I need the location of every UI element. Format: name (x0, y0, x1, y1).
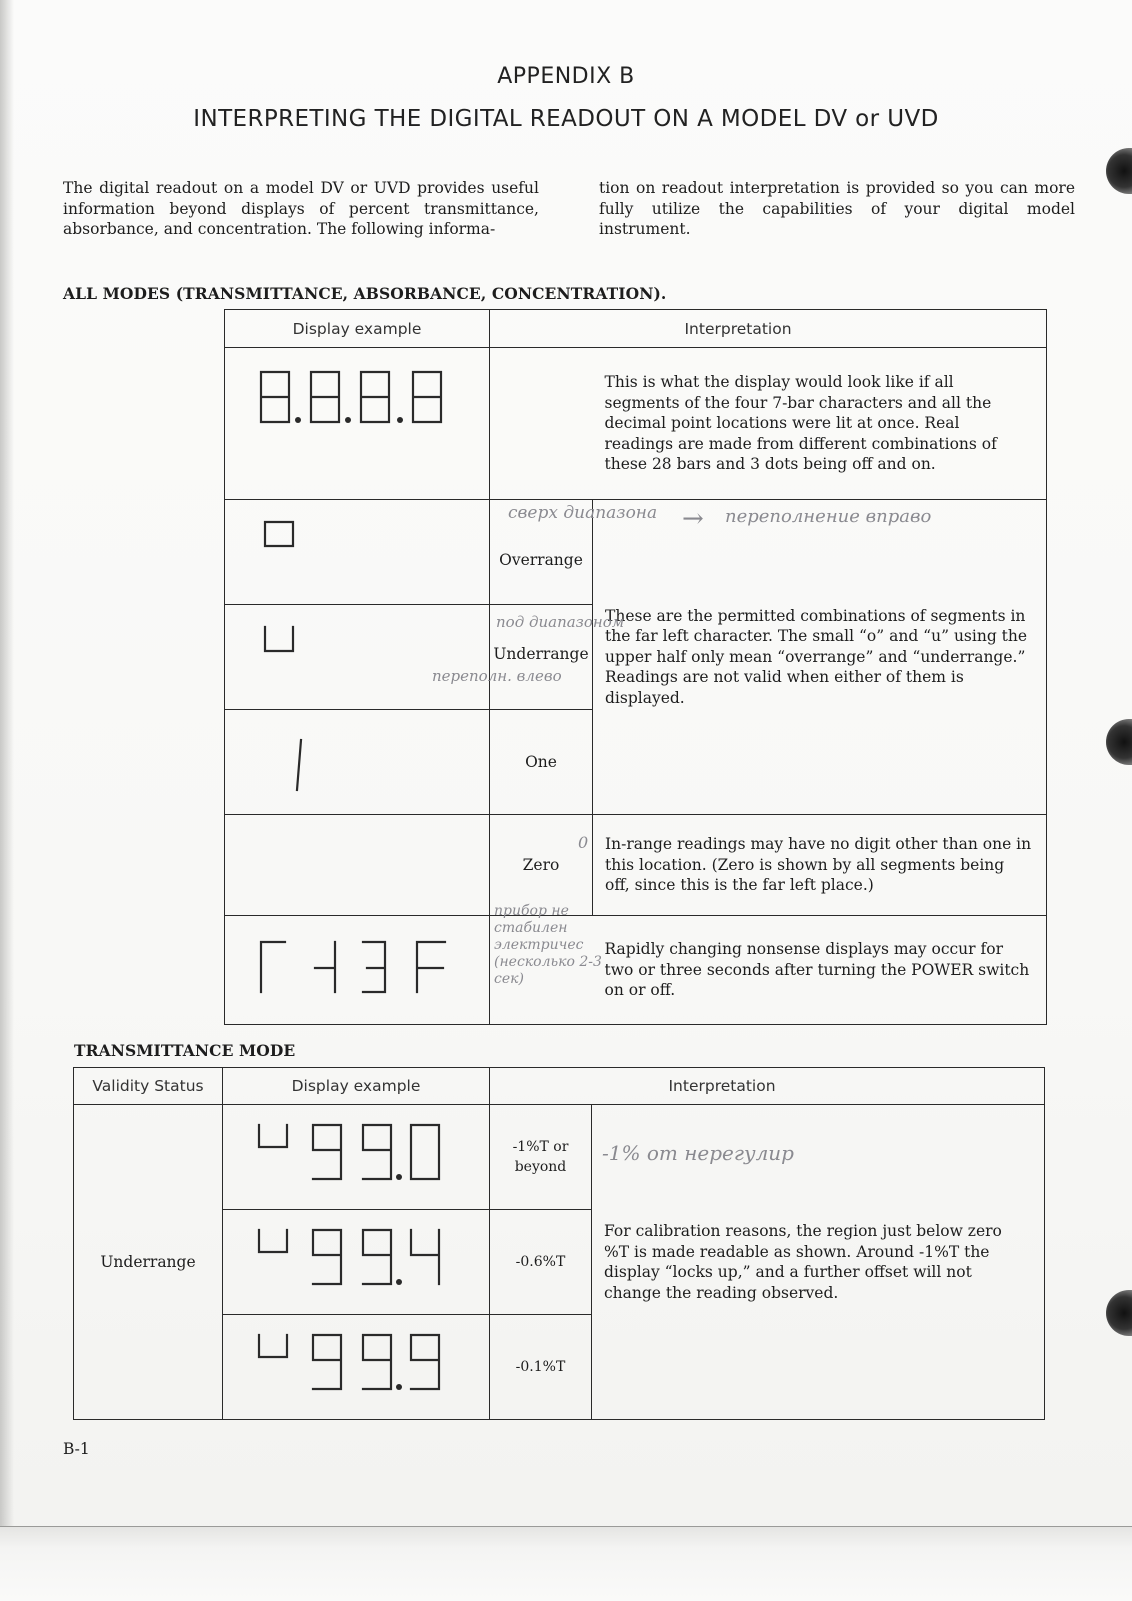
interpretation-cell: This is what the display would look like if all segments of the four 7-bar characters and all the decimal point locations were lit at once. Real readings are made from different combinations of these 28 bars and 3 dots being off and on. (593, 348, 1047, 500)
label-overrange: Overrange (490, 500, 593, 605)
segment-display-u99-0 (223, 1105, 490, 1205)
display-example-cell (225, 916, 490, 1025)
display-example-cell-blank (225, 815, 490, 916)
reading-label: -0.1%T (490, 1315, 592, 1420)
handwritten-note: переполн. влево (432, 667, 562, 685)
column-header-interpretation: Interpretation (490, 1068, 1045, 1105)
interpretation-cell-group: These are the permitted combinations of segments in the far left character. The small “o” and “u” using the upper half only mean “overrange” and “underrange.” Readings are not valid when either of them is displayed. (593, 500, 1047, 815)
display-example-cell (225, 500, 490, 605)
page-title: APPENDIX B (497, 64, 635, 89)
column-header-interpretation: Interpretation (490, 310, 1047, 348)
handwritten-note: сверх диапазона (508, 503, 658, 523)
segment-display-one (225, 710, 490, 810)
table-row (225, 348, 1047, 500)
intro-left-column: The digital readout on a model DV or UVD provides useful information beyond displays of percent transmittance, absorbance, and concentration. The following informa- (63, 179, 539, 238)
label-underrange: Underrange (490, 605, 593, 710)
binder-hole (1106, 148, 1132, 194)
transmittance-mode-table (73, 1067, 1045, 1420)
reading-label: -0.6%T (490, 1210, 592, 1315)
display-example-cell (225, 710, 490, 815)
segment-display-nonsense (225, 916, 490, 1020)
handwritten-note: под диапазоном (496, 613, 625, 631)
interpretation-cell: For calibration reasons, the region just below zero %T is made readable as shown. Around -1%T the display “locks up,” and a further offset will not change the reading observed. (592, 1105, 1045, 1420)
segment-display-u99-4 (223, 1210, 490, 1310)
handwritten-note: прибор не стабилен электричес (несколько 2-3 сек) (494, 903, 602, 987)
segment-display-overrange (225, 500, 490, 600)
table-row (74, 1105, 1045, 1210)
page-edge-shadow (0, 0, 14, 1530)
segment-display-underrange (225, 605, 490, 705)
interpretation-cell: In-range readings may have no digit other than one in this location. (Zero is shown by all segments being off, since this is the far left place.) (593, 815, 1047, 916)
all-modes-heading: ALL MODES (TRANSMITTANCE, ABSORBANCE, CONCENTRATION). (63, 284, 667, 303)
column-header-display: Display example (223, 1068, 490, 1105)
handwritten-note: переполнение вправо (725, 506, 932, 527)
table-header-row (74, 1068, 1045, 1105)
display-example-cell (223, 1210, 490, 1315)
column-header-validity: Validity Status (74, 1068, 223, 1105)
page-bottom-line (0, 1526, 1132, 1527)
binder-hole (1106, 1290, 1132, 1336)
handwritten-note: -1% от нерегулир (602, 1141, 794, 1165)
handwritten-arrow: → (682, 504, 704, 534)
display-example-cell (223, 1105, 490, 1210)
all-modes-table (224, 309, 1047, 1025)
table-row (225, 916, 1047, 1025)
display-example-cell (225, 605, 490, 710)
validity-status-cell: Underrange (74, 1105, 223, 1420)
handwritten-note: 0 (578, 833, 589, 852)
table-header-row (225, 310, 1047, 348)
label-zero: Zero (490, 815, 593, 916)
display-example-cell (223, 1315, 490, 1420)
column-header-display: Display example (225, 310, 490, 348)
binder-hole (1106, 719, 1132, 765)
page-subtitle: INTERPRETING THE DIGITAL READOUT ON A MODEL DV or UVD (193, 106, 939, 132)
empty-label-cell (490, 348, 593, 500)
page-number: B-1 (63, 1440, 90, 1458)
label-one: One (490, 710, 593, 815)
display-example-cell (225, 348, 490, 500)
segment-display-u99-9 (223, 1315, 490, 1415)
segment-display-8888 (225, 348, 490, 495)
reading-label: -1%T or beyond (490, 1105, 592, 1210)
table-row (225, 815, 1047, 916)
interpretation-cell: Rapidly changing nonsense displays may occur for two or three seconds after turning the POWER switch on or off. (593, 916, 1047, 1025)
transmittance-mode-heading: TRANSMITTANCE MODE (74, 1041, 296, 1060)
intro-right-column: tion on readout interpretation is provided so you can more fully utilize the capabilities of your digital model instrument. (599, 179, 1075, 238)
page-bottom-edge (0, 1526, 1132, 1601)
